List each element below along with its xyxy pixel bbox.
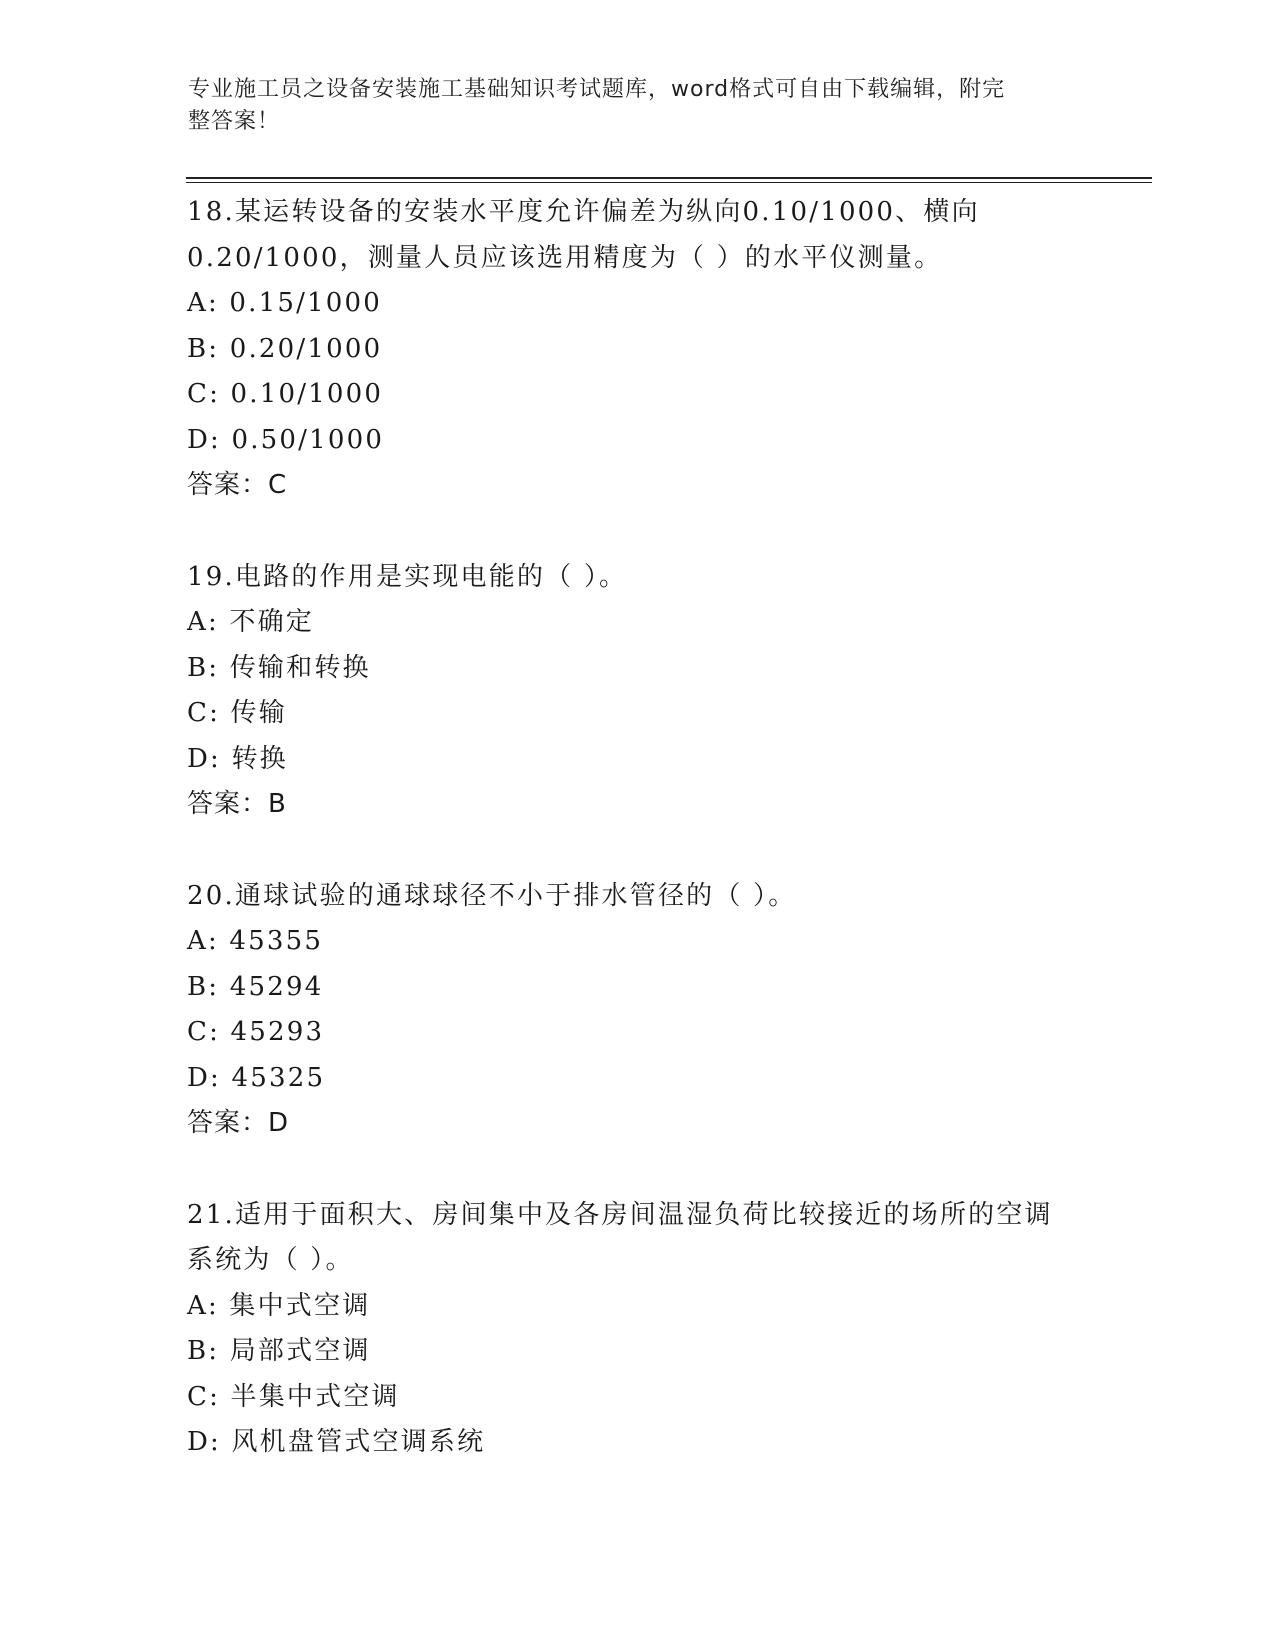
option-a: A: 不确定	[187, 607, 315, 637]
question-20	[187, 874, 1087, 1147]
option-b: B: 局部式空调	[187, 1336, 371, 1366]
question-19	[187, 555, 1087, 828]
option-a: A: 0.15/1000	[187, 288, 383, 318]
option-c: C: 传输	[187, 698, 287, 728]
header-line-2: 整答案！	[188, 109, 281, 134]
question-stem-line: 21.适用于面积大、房间集中及各房间温湿负荷比较接近的场所的空调	[187, 1199, 1053, 1230]
option-a: A: 集中式空调	[187, 1290, 371, 1321]
header-line-1: 专业施工员之设备安装施工基础知识考试题库，word格式可自由下载编辑，附完	[188, 77, 1006, 102]
header-divider-thick	[186, 177, 1152, 179]
answer-line: 答案：B	[187, 789, 287, 819]
option-d: D: 风机盘管式空调系统	[187, 1427, 486, 1457]
option-d: D: 转换	[187, 743, 288, 774]
question-18	[187, 190, 1087, 509]
option-b: B: 0.20/1000	[187, 333, 383, 364]
question-stem-line: 0.20/1000，测量人员应该选用精度为（ ）的水平仪测量。	[187, 242, 943, 273]
header-divider-thin	[186, 182, 1152, 183]
answer-line: 答案：C	[187, 470, 288, 500]
question-stem-line: 18.某运转设备的安装水平度允许偏差为纵向0.10/1000、横向	[187, 197, 980, 227]
question-stem-line: 20.通球试验的通球球径不小于排水管径的（ ）。	[187, 880, 797, 911]
question-list	[187, 190, 1087, 1512]
option-b: B: 传输和转换	[187, 652, 371, 683]
option-c: C: 0.10/1000	[187, 379, 384, 409]
option-a: A: 45355	[187, 926, 324, 956]
option-c: C: 45293	[187, 1017, 325, 1047]
document-header	[188, 74, 1068, 138]
question-21	[187, 1193, 1087, 1466]
question-stem-line: 系统为（ ）。	[187, 1245, 354, 1275]
option-c: C: 半集中式空调	[187, 1381, 400, 1412]
question-stem-line: 19.电路的作用是实现电能的（ ）。	[187, 561, 628, 592]
option-d: D: 0.50/1000	[187, 424, 385, 455]
answer-line: 答案：D	[187, 1108, 290, 1138]
option-b: B: 45294	[187, 971, 324, 1002]
option-d: D: 45325	[187, 1062, 326, 1093]
